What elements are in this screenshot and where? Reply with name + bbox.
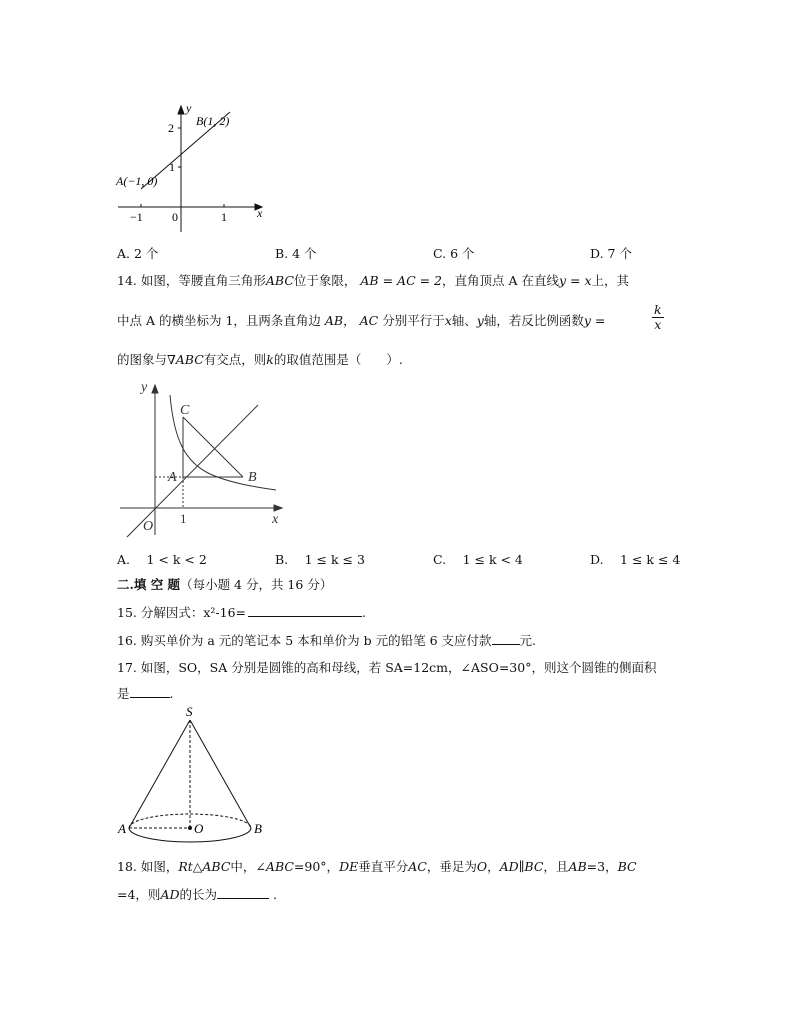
section-title: 二.填 空 题 xyxy=(117,577,181,592)
q18-text: ，垂足为 xyxy=(426,859,477,874)
q14-math: x xyxy=(444,313,452,328)
q14-text: ， xyxy=(343,313,356,328)
q18-text: =90°， xyxy=(293,859,340,874)
point-a-label: A(−1, 0) xyxy=(116,174,158,188)
q18-math: DE xyxy=(339,859,359,874)
x-axis-label: x xyxy=(257,206,263,220)
q14-text: 轴，若反比例函数 xyxy=(483,313,584,328)
q18-line-2 xyxy=(117,886,277,904)
tick-label-y2: 2 xyxy=(168,121,174,135)
q18-text: ，且 xyxy=(543,859,569,874)
q13-option-a: A. 2 个 xyxy=(117,246,159,261)
q17-end: . xyxy=(169,686,174,701)
q14-math: AB xyxy=(324,313,344,328)
q18-math: AC xyxy=(408,859,427,874)
q18-text: ， xyxy=(487,859,500,874)
q14-option-d: D. 1 ≤ k ≤ 4 xyxy=(590,552,681,567)
q14-math: y = xyxy=(583,313,606,328)
y-axis-label: y xyxy=(186,101,192,115)
center-point-o xyxy=(188,826,192,830)
q13-option-d: D. 7 个 xyxy=(590,246,632,261)
q14-text: ，直角顶点 A 在直线 xyxy=(442,273,559,288)
fraction-denominator: x xyxy=(654,317,662,332)
q18-text: 垂直平分 xyxy=(358,859,409,874)
q15-text: 15. 分解因式：x²-16= xyxy=(117,605,247,620)
tick-label-x0: 0 xyxy=(172,210,178,224)
q18-line-1 xyxy=(117,858,637,876)
q17-line-1: 17. 如图，SO，SA 分别是圆锥的高和母线，若 SA=12cm，∠ASO=30°，则这个圆锥的侧面积 xyxy=(117,660,657,675)
generatrix-sa xyxy=(129,720,190,828)
q14-option-a: A. 1 < k < 2 xyxy=(117,552,207,567)
q14-math: k xyxy=(266,352,274,367)
q14-text: 中点 A 的横坐标为 1，且两条直角边 xyxy=(117,313,321,328)
tick-label-x1: 1 xyxy=(221,210,227,224)
q18-text: 的长为 xyxy=(179,887,218,902)
q14-option-b: B. 1 ≤ k ≤ 3 xyxy=(275,552,365,567)
q14-text: 的取值范围是（ ）. xyxy=(273,352,403,367)
point-c-label: C xyxy=(180,403,190,418)
q17-text: 是 xyxy=(117,686,130,701)
origin-label: O xyxy=(143,519,154,534)
q18-math: AD∥BC xyxy=(499,859,544,874)
q14-text: 上，其 xyxy=(591,273,630,288)
q16-end: 元. xyxy=(519,633,536,648)
point-s-label: S xyxy=(186,704,193,719)
q18-end: . xyxy=(273,887,277,902)
y-axis-label: y xyxy=(141,380,148,395)
generatrix-sb xyxy=(190,720,251,828)
section-note: （每小题 4 分，共 16 分） xyxy=(180,577,333,592)
point-o-label: O xyxy=(194,821,204,836)
q18-math: ∠ABC xyxy=(255,859,294,874)
q14-math: ABC xyxy=(265,273,294,288)
point-a-label: A xyxy=(118,821,126,836)
x-axis-label: x xyxy=(272,512,279,527)
q13-option-c: C. 6 个 xyxy=(433,246,475,261)
q18-math: Rt△ABC xyxy=(178,859,231,874)
q14-math: y xyxy=(476,313,484,328)
q14-math: y = x xyxy=(559,273,592,288)
point-b-label: B xyxy=(248,470,257,485)
q14-math: AC xyxy=(359,313,379,328)
q13-option-b: B. 4 个 xyxy=(275,246,317,261)
fraction-numerator: k xyxy=(654,302,662,317)
tick-label-xm1: −1 xyxy=(130,210,143,224)
q18-text: =3， xyxy=(586,859,618,874)
q18-math: AD xyxy=(160,887,180,902)
q14-math: AB = AC = 2 xyxy=(360,273,443,288)
q18-math: O xyxy=(476,859,488,874)
q14-option-c: C. 1 ≤ k < 4 xyxy=(433,552,523,567)
q14-text: 如图，等腰直角三角形 xyxy=(140,273,266,288)
q14-text: 轴、 xyxy=(451,313,477,328)
tick-label-y1: 1 xyxy=(169,160,175,174)
point-a-label: A xyxy=(168,470,177,485)
q18-text: 18. 如图， xyxy=(117,859,179,874)
q14-number: 14. xyxy=(117,273,137,288)
q18-text: =4，则 xyxy=(117,887,161,902)
q14-text: 分别平行于 xyxy=(382,313,445,328)
q16-text: 16. 购买单价为 a 元的笔记本 5 本和单价为 b 元的铅笔 6 支应付款 xyxy=(117,633,492,648)
point-b-label: B xyxy=(254,821,262,836)
q14-text: 有交点，则 xyxy=(203,352,267,367)
base-front-arc xyxy=(129,828,251,842)
q18-answer-blank xyxy=(217,886,269,899)
q14-text: 位于象限， xyxy=(293,273,357,288)
q15-end: . xyxy=(362,605,367,620)
q18-text: 中， xyxy=(230,859,256,874)
q14-text: 的图象与 xyxy=(117,352,168,367)
q18-math: AB xyxy=(568,859,587,874)
tick-label-1: 1 xyxy=(180,511,187,526)
q18-math: BC xyxy=(617,859,637,874)
q14-math: ∇ABC xyxy=(167,352,204,367)
point-b-label: B(1, 2) xyxy=(196,114,230,128)
